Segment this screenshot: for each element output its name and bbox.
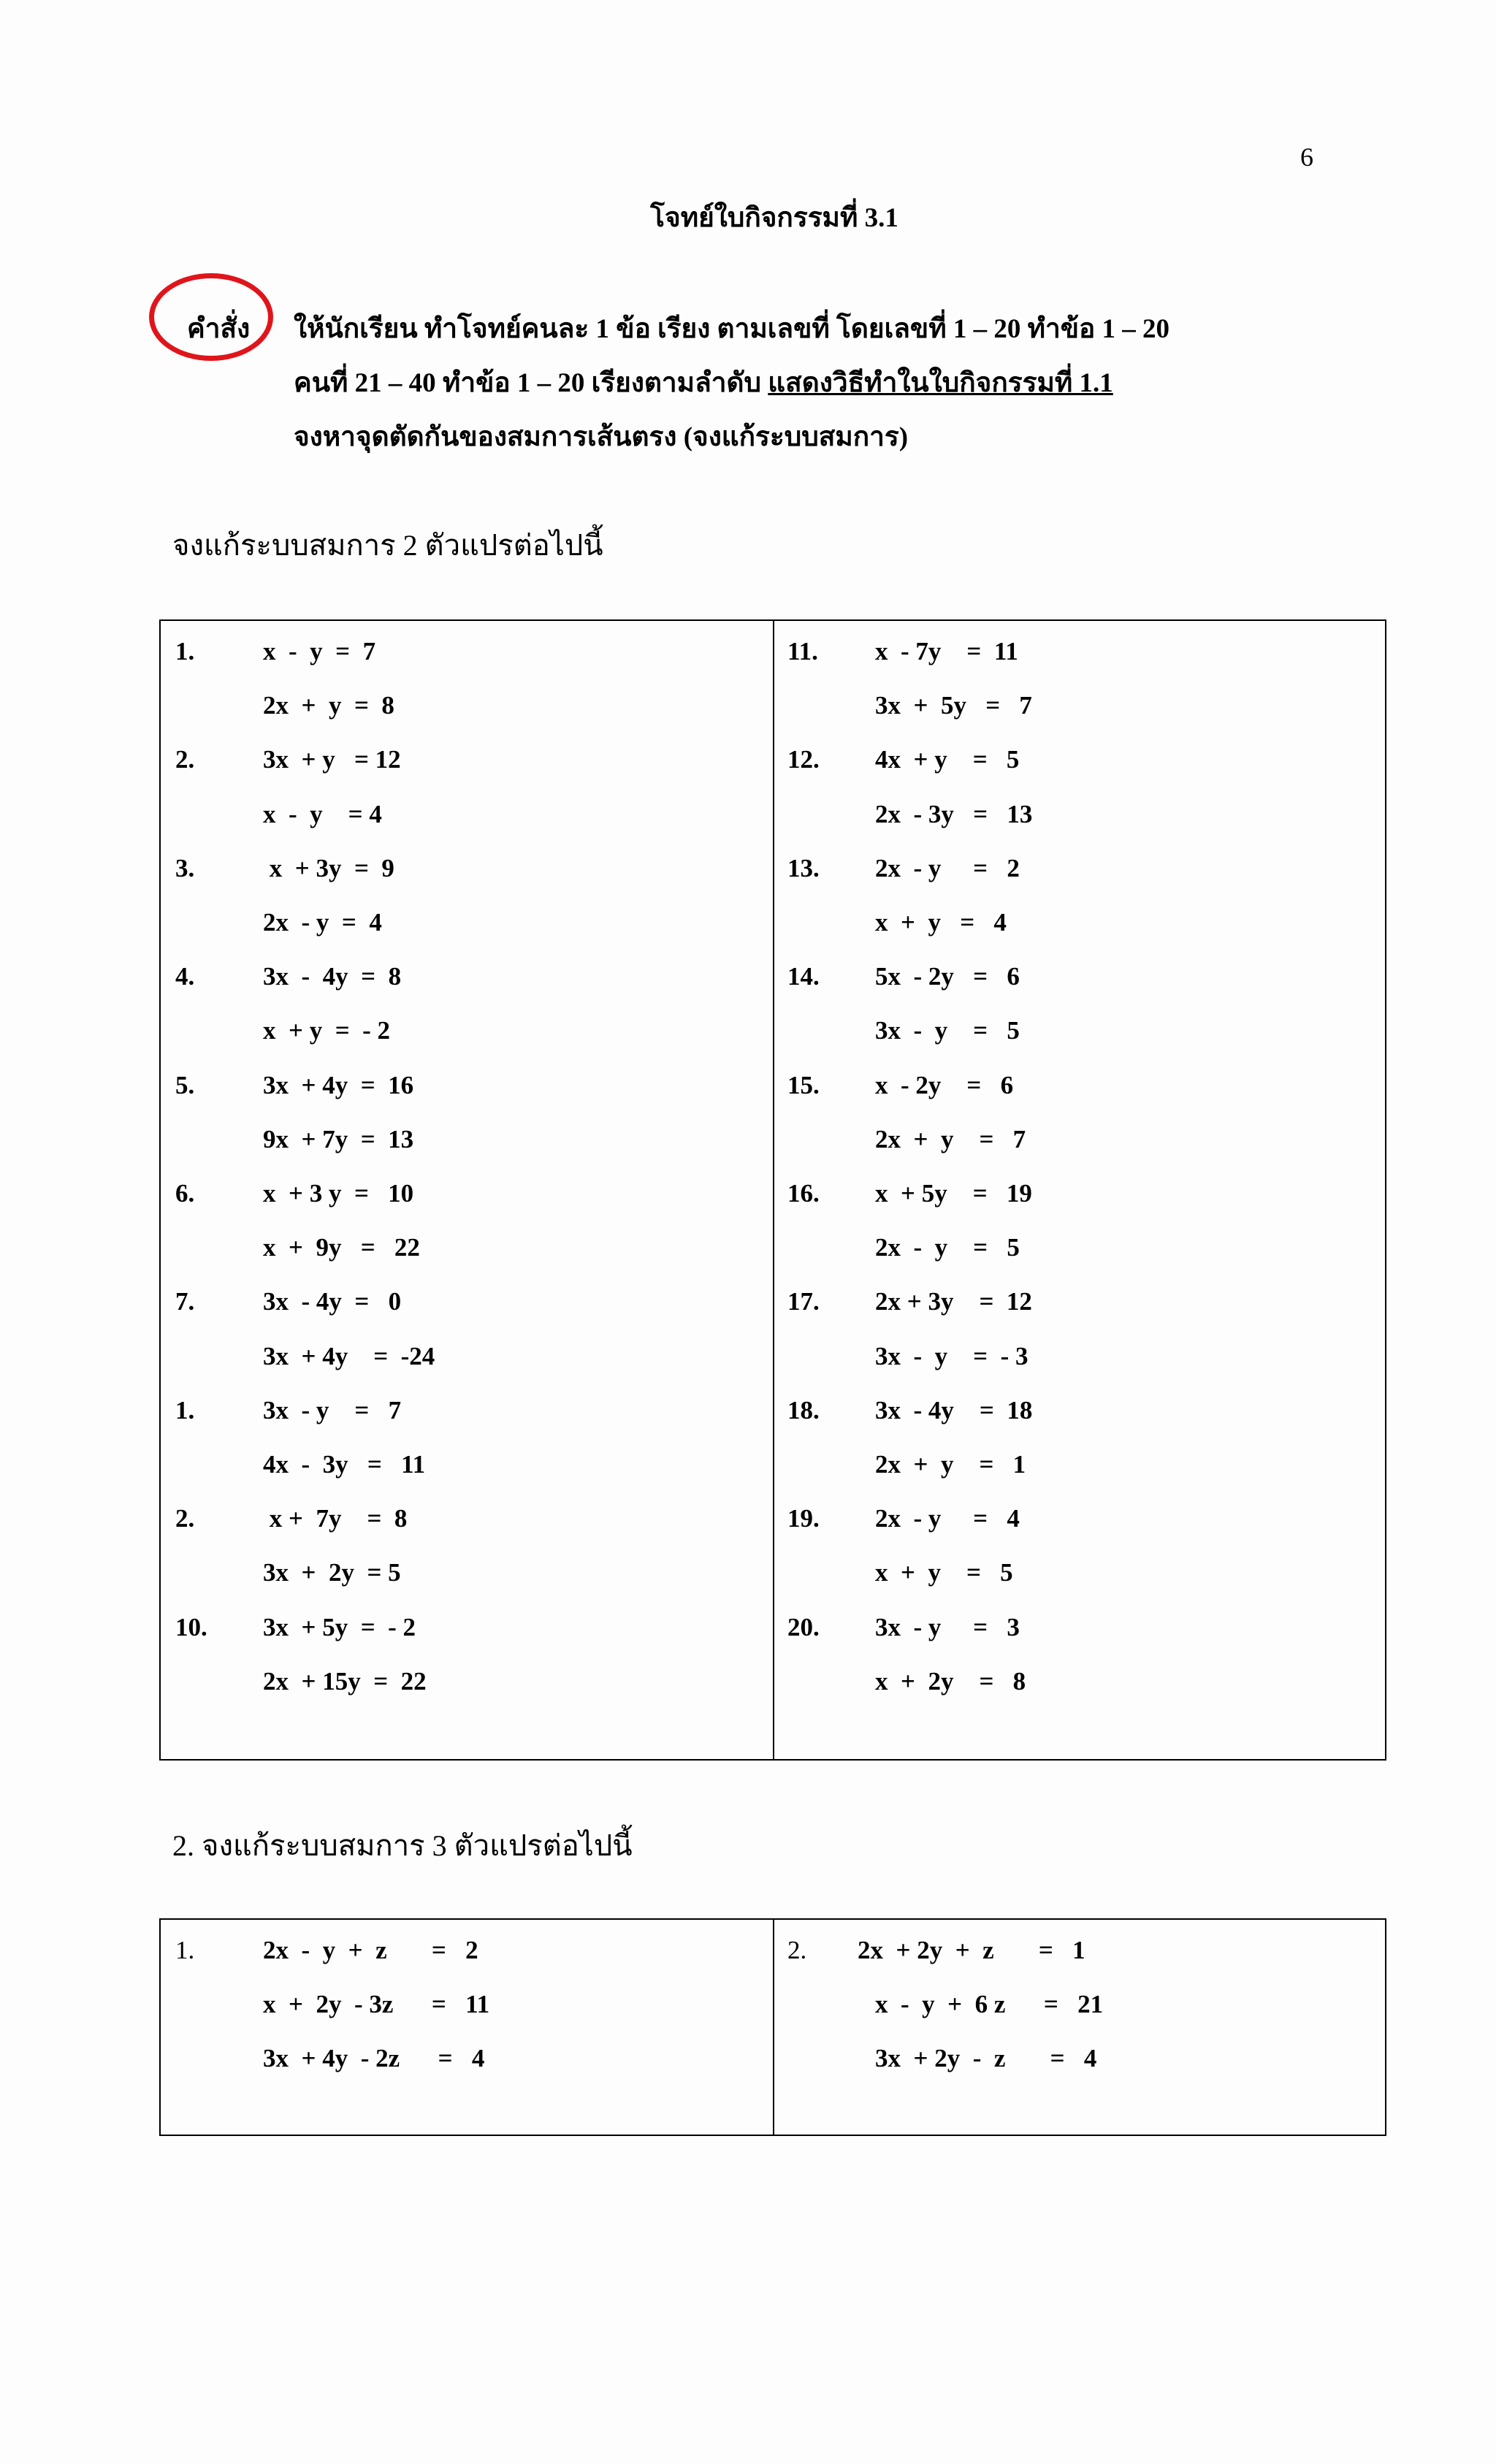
equation: x + 2y = 8 bbox=[875, 1666, 1026, 1696]
equation: 3x + 5y = 7 bbox=[875, 691, 1032, 720]
equation: x + 2y - 3z = 11 bbox=[263, 1990, 490, 2018]
instruction-line-2-underlined: แสดงวิธีทำในใบกิจกรรมที่ 1.1 bbox=[768, 368, 1113, 398]
instruction-line-1: ให้นักเรียน ทำโจทย์คนละ 1 ข้อ เรียง ตามเลขที่ โดยเลขที่ 1 – 20 ทำข้อ 1 – 20 bbox=[294, 314, 1170, 344]
page-number: 6 bbox=[1300, 142, 1313, 172]
equation: x + 3y = 9 bbox=[263, 853, 394, 882]
equation: x + 5y = 19 bbox=[875, 1179, 1032, 1208]
problem-number: 2. bbox=[787, 1936, 807, 1964]
instruction-line-2 bbox=[294, 361, 1113, 404]
problem-number: 3. bbox=[175, 853, 195, 882]
equation: x - y + 6 z = 21 bbox=[875, 1990, 1104, 2018]
equation: 3x - y = 7 bbox=[263, 1395, 402, 1424]
equation: 3x - 4y = 18 bbox=[875, 1395, 1033, 1424]
equation: 3x + 2y = 5 bbox=[263, 1558, 401, 1587]
equation: x + y = - 2 bbox=[263, 1016, 391, 1045]
equation: 9x + 7y = 13 bbox=[263, 1124, 414, 1153]
equation: 3x + 2y - z = 4 bbox=[875, 2044, 1097, 2072]
section-2-heading: 2. จงแก้ระบบสมการ 3 ตัวแปรต่อไปนี้ bbox=[172, 1829, 633, 1862]
problem-number: 2. bbox=[175, 745, 195, 774]
equation: x - y = 4 bbox=[263, 799, 382, 828]
equation: x + y = 5 bbox=[875, 1558, 1013, 1587]
problem-number: 18. bbox=[787, 1395, 820, 1424]
problem-number: 6. bbox=[175, 1179, 195, 1208]
equation: 3x - y = 3 bbox=[875, 1612, 1020, 1641]
equation: 3x + 4y = -24 bbox=[263, 1341, 435, 1370]
equation: 2x - 3y = 13 bbox=[875, 799, 1033, 828]
equation: 3x + 4y - 2z = 4 bbox=[263, 2044, 485, 2072]
three-variable-problem-table bbox=[159, 1918, 1386, 2136]
problem-number: 20. bbox=[787, 1612, 820, 1641]
problem-number: 4. bbox=[175, 962, 195, 991]
equation: x + 9y = 22 bbox=[263, 1233, 420, 1262]
equation: 3x + 4y = 16 bbox=[263, 1070, 414, 1099]
problem-number: 10. bbox=[175, 1612, 207, 1641]
equation: x + y = 4 bbox=[875, 908, 1007, 937]
section-1-heading: จงแก้ระบบสมการ 2 ตัวแปรต่อไปนี้ bbox=[172, 529, 603, 562]
table-column-divider bbox=[773, 1920, 774, 2135]
problem-number: 1. bbox=[175, 1395, 195, 1424]
equation: 2x - y + z = 2 bbox=[263, 1936, 478, 1964]
equation: 2x - y = 4 bbox=[875, 1504, 1020, 1533]
equation: 2x + 15y = 22 bbox=[263, 1666, 427, 1696]
problem-number: 17. bbox=[787, 1287, 820, 1316]
problem-number: 16. bbox=[787, 1179, 820, 1208]
equation: x - 7y = 11 bbox=[875, 637, 1018, 665]
instruction-line-2-text: คนที่ 21 – 40 ทำข้อ 1 – 20 เรียงตามลำดับ bbox=[294, 368, 768, 398]
equation: 2x - y = 5 bbox=[875, 1233, 1020, 1262]
equation: 3x - y = 5 bbox=[875, 1016, 1020, 1045]
equation: x + 7y = 8 bbox=[263, 1504, 408, 1533]
equation: 2x + y = 8 bbox=[263, 691, 394, 720]
problem-number: 5. bbox=[175, 1070, 195, 1099]
equation: 2x + y = 1 bbox=[875, 1450, 1026, 1479]
instruction-label: คำสั่ง bbox=[187, 314, 251, 344]
equation: 4x + y = 5 bbox=[875, 745, 1020, 774]
equation: 2x + 3y = 12 bbox=[875, 1287, 1032, 1316]
problem-number: 11. bbox=[787, 637, 818, 665]
equation: 2x + y = 7 bbox=[875, 1124, 1026, 1153]
problem-number: 1. bbox=[175, 637, 195, 665]
equation: 3x + 5y = - 2 bbox=[263, 1612, 416, 1641]
equation: x + 3 y = 10 bbox=[263, 1179, 414, 1208]
equation: 3x + y = 12 bbox=[263, 745, 401, 774]
problem-number: 19. bbox=[787, 1504, 820, 1533]
instruction-line-3: จงหาจุดตัดกันของสมการเส้นตรง (จงแก้ระบบสมการ) bbox=[294, 422, 909, 452]
problem-number: 13. bbox=[787, 853, 820, 882]
equation: 4x - 3y = 11 bbox=[263, 1450, 426, 1479]
equation: x - 2y = 6 bbox=[875, 1070, 1014, 1099]
problem-number: 7. bbox=[175, 1287, 195, 1316]
worksheet-title: โจทย์ใบกิจกรรมที่ 3.1 bbox=[650, 203, 898, 233]
equation: 2x - y = 2 bbox=[875, 853, 1020, 882]
equation: x - y = 7 bbox=[263, 637, 376, 665]
problem-number: 2. bbox=[175, 1504, 195, 1533]
equation: 3x - 4y = 8 bbox=[263, 962, 402, 991]
equation: 3x - 4y = 0 bbox=[263, 1287, 402, 1316]
equation: 5x - 2y = 6 bbox=[875, 962, 1020, 991]
problem-number: 12. bbox=[787, 745, 820, 774]
equation: 2x - y = 4 bbox=[263, 908, 382, 937]
problem-number: 1. bbox=[175, 1936, 195, 1964]
table-column-divider bbox=[773, 621, 774, 1759]
two-variable-problem-table bbox=[159, 619, 1386, 1761]
problem-number: 14. bbox=[787, 962, 820, 991]
equation: 2x + 2y + z = 1 bbox=[858, 1936, 1085, 1964]
problem-number: 15. bbox=[787, 1070, 820, 1099]
equation: 3x - y = - 3 bbox=[875, 1341, 1028, 1370]
